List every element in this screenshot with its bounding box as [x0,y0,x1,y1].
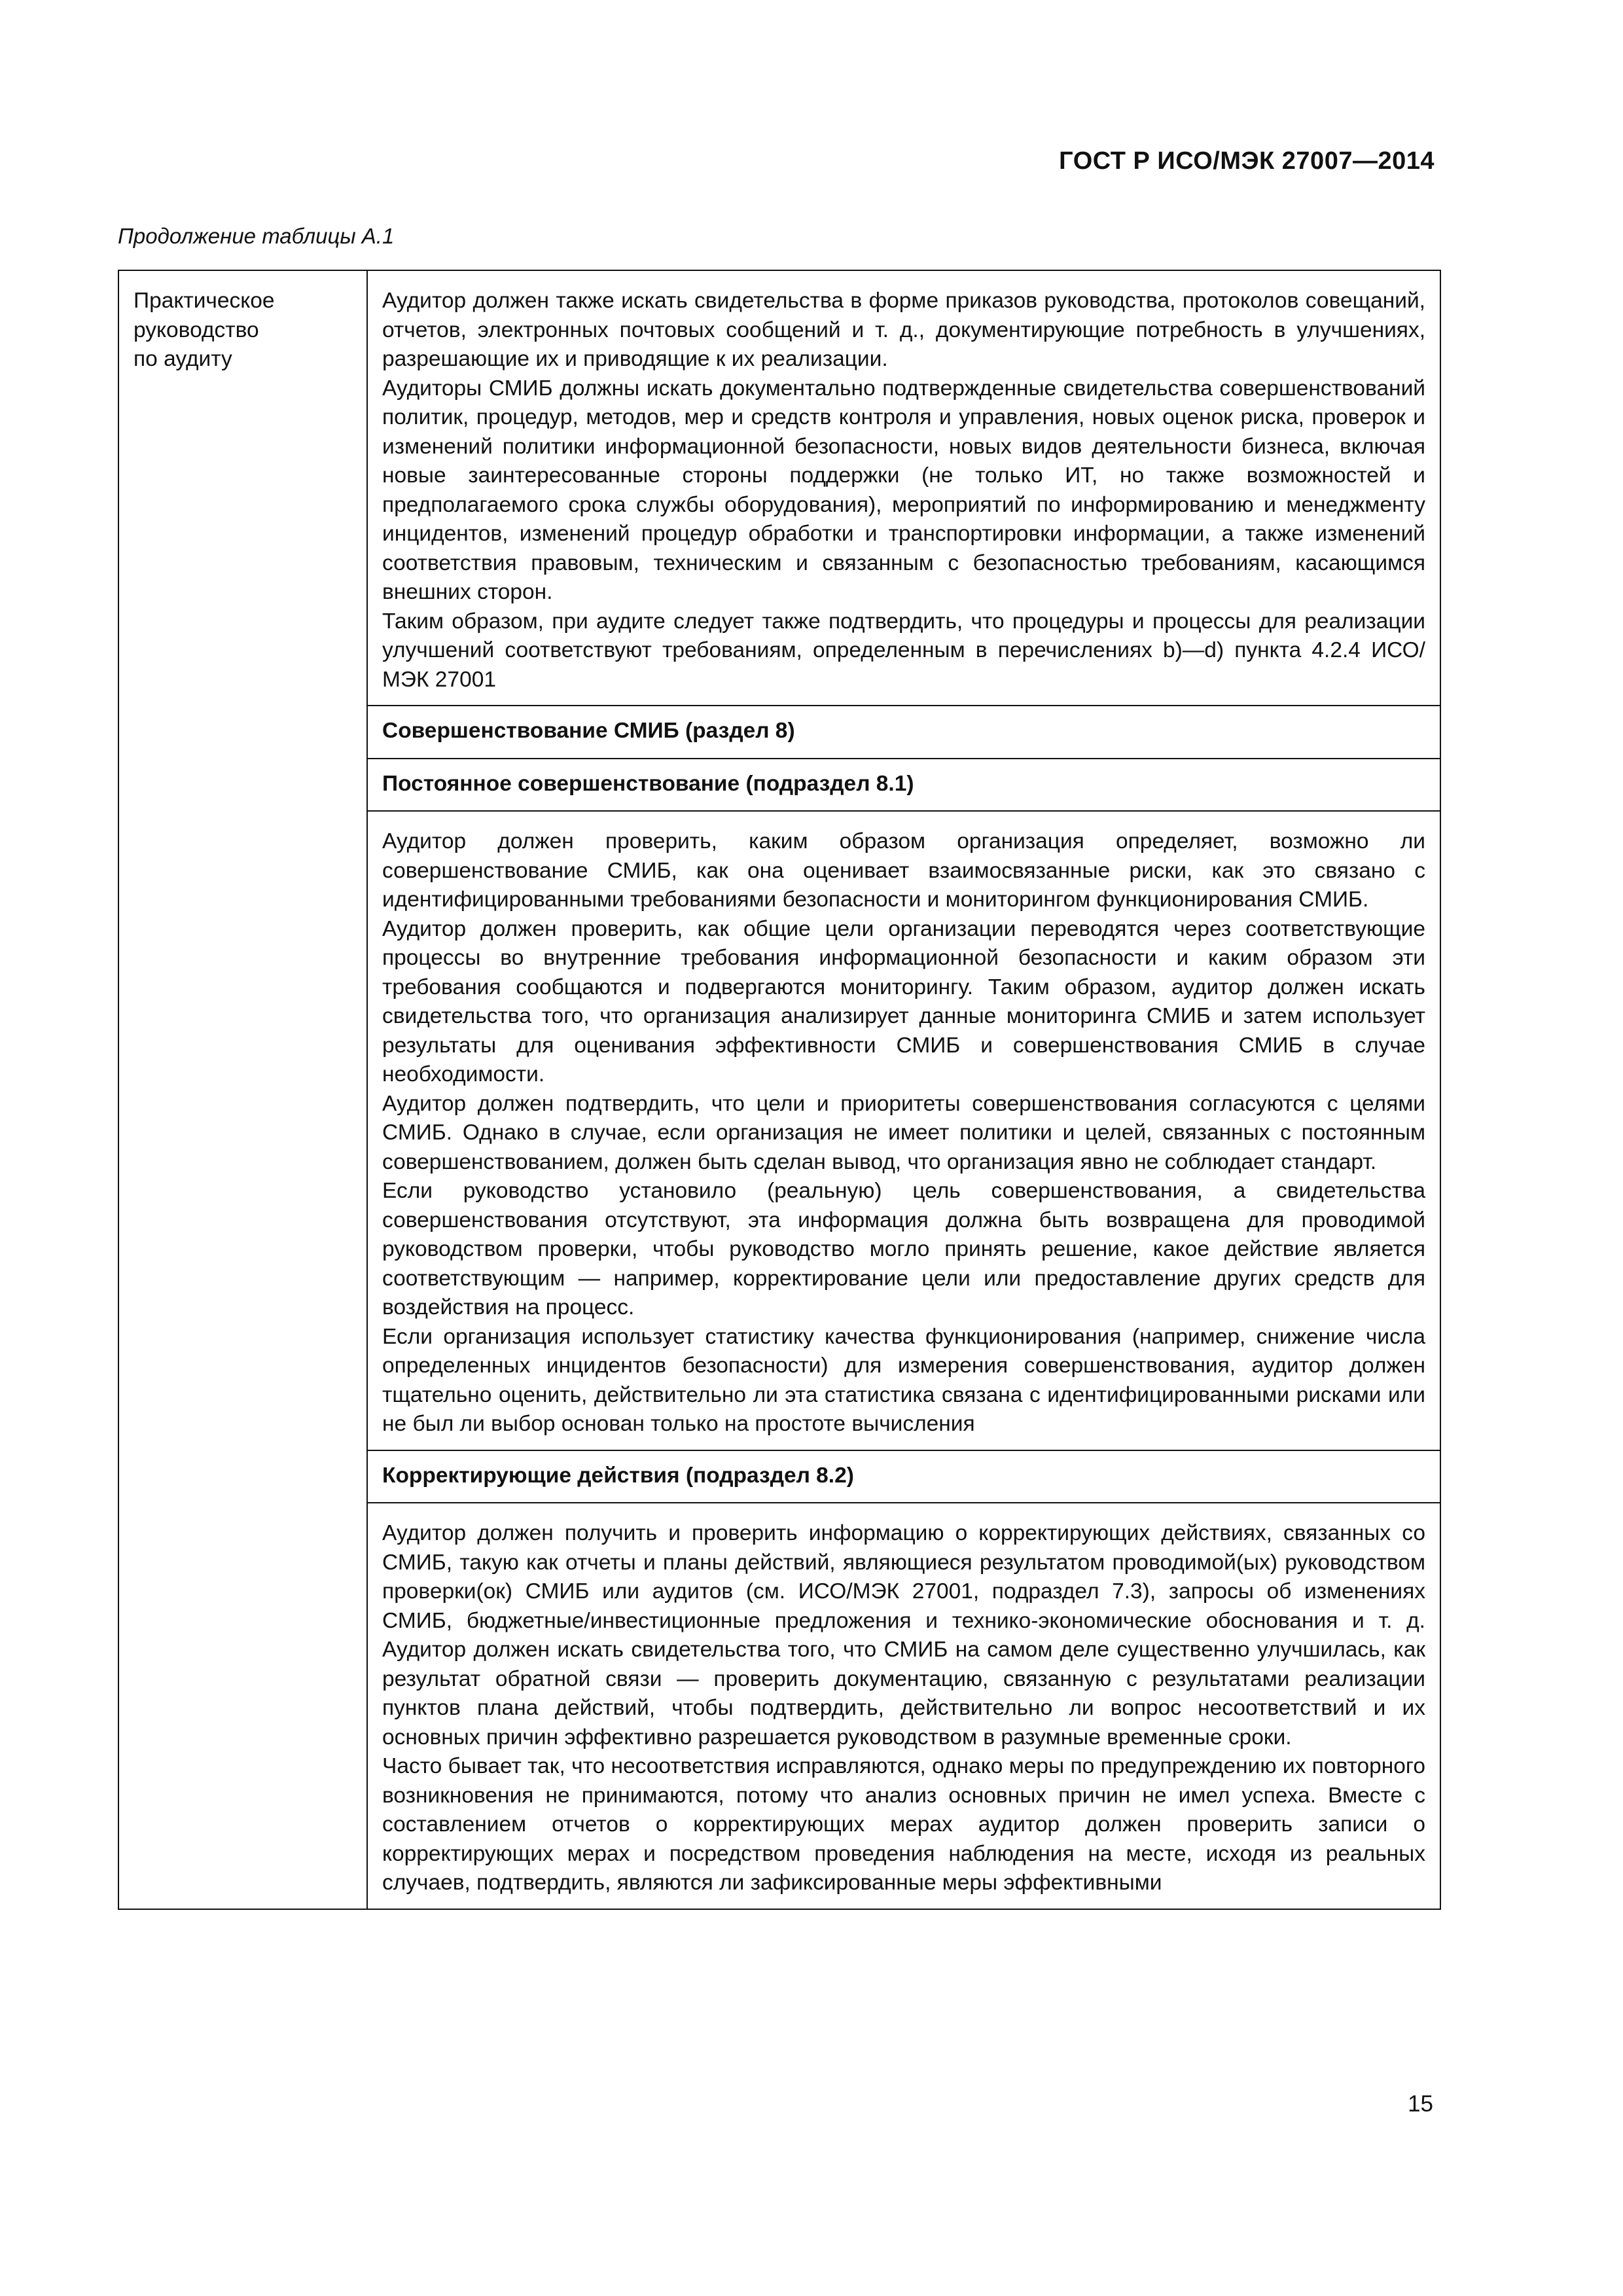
paragraph: Если организация использует статистику качества функционирования (например, снижение числа определенных инцидентов безопасности) для измерения совершенствования, аудитор должен тщательно оценить, действительно ли эта статистика связана с идентифицированными рисками или не был ли выбор основан только на простоте вычисления [382,1324,1425,1436]
audit-guidance-table [118,270,1441,1910]
table-caption: Продолжение таблицы А.1 [118,224,395,248]
paragraph: Аудитор должен получить и проверить информацию о корректирующих действиях, связанных со СМИБ, такую как отчеты и планы действий, являющиеся результатом проводимой(ых) руководством проверки(ок) СМИБ или аудитов (см. ИСО/МЭК 27001, подраздел 7.3), запросы об изменениях СМИБ, бюджетные/инвестиционные предложения и технико-экономические обоснования и т. д. Аудитор должен искать свидетельства того, что СМИБ на самом деле существенно улучшилась, как результат обратной связи — проверить документацию, связанную с результатами реализации пунктов плана действий, чтобы подтвердить, действительно ли вопрос несоответствий и их основных причин эффективно разрешается руководством в разумные временные сроки. [382,1521,1425,1749]
section-heading-isms-improvement: Совершенствование СМИБ (раздел 8) [367,706,1440,759]
paragraph: Аудитор должен проверить, как общие цели организации переводятся через соответствующие процессы во внутренние требования информационной безопасности и каким образом эти требования сообщаются и подвергаются мониторингу. Таким образом, аудитор должен искать свидетельства того, что организация анализирует данные мониторинга СМИБ и затем использует результаты для оценивания эффективности СМИБ и совершенствования СМИБ в случае необходимости. [382,916,1425,1086]
paragraph: Аудитор должен подтвердить, что цели и приоритеты совершенствования согласуются с целями СМИБ. Однако в случае, если организация не имеет политики и целей, связанных с постоянным совершенствованием, должен быть сделан вывод, что организация явно не соблюдает стандарт. [382,1091,1425,1174]
paragraph: Если руководство установило (реальную) цель совершенствования, а свидетельства совершенствования отсутствуют, эта информация должна быть возвращена для проводимой руководством проверки, чтобы руководство могло принять решение, какое действие является соответствующим — например, корректирование цели или предоставление других средств для воздействия на процесс. [382,1179,1425,1319]
paragraph: Аудитор должен проверить, каким образом организация определяет, возможно ли совершенствование СМИБ, как она оценивает взаимосвязанные риски, как это связано с идентифицированными требованиями безопасности и мониторингом функционирования СМИБ. [382,829,1425,912]
paragraph: Часто бывает так, что несоответствия исправляются, однако меры по предупреждению их повторного возникновения не принимаются, потому что анализ основных причин не имел успеха. Вместе с составлением отчетов о корректирующих мерах аудитор должен проверить записи о корректирующих мерах и посредством проведения наблюдения на месте, исходя из реальных случаев, подтвердить, являются ли зафиксированные меры эффективными [382,1754,1425,1895]
paragraph: Таким образом, при аудите следует также подтвердить, что процедуры и процессы для реализации улучшений соответствуют требованиям, определенным в перечислениях b)—d) пункта 4.2.4 ИСО/МЭК 27001 [382,609,1425,692]
general-improvement-cell [367,270,1440,706]
paragraph: Аудитор должен также искать свидетельства в форме приказов руководства, протоколов совещаний, отчетов, электронных почтовых сообщений и т. д., документирующие потребность в улучшениях, разрешающие их и приводящие к их реализации. [382,289,1425,371]
paragraph: Аудиторы СМИБ должны искать документально подтвержденные свидетельства совершенствований политик, процедур, методов, мер и средств контроля и управления, новых оценок риска, проверок и изменений политики информационной безопасности, новых видов деятельности бизнеса, включая новые заинтересованные стороны поддержки (не только ИТ, но также возможностей и предполагаемого срока службы оборудования), мероприятий по информированию и менеджменту инцидентов, изменений процедур обработки и транспортировки информации, а также изменений соответствия правовым, техническим и связанным с безопасностью требованиям, касающимся внешних сторон. [382,376,1425,604]
standard-code-header: ГОСТ Р ИСО/МЭК 27007—2014 [1059,147,1435,175]
corrective-actions-cell [367,1503,1440,1909]
subsection-heading-continual-improvement: Постоянное совершенствование (подраздел 8.1) [367,759,1440,812]
section-label-cell [118,270,367,1909]
continual-improvement-cell [367,811,1440,1450]
page-number: 15 [1408,2091,1433,2117]
practical-guidance-label: Практическое руководство по аудиту [134,289,275,371]
subsection-heading-corrective-actions: Корректирующие действия (подраздел 8.2) [367,1450,1440,1503]
table-row [118,270,1440,706]
